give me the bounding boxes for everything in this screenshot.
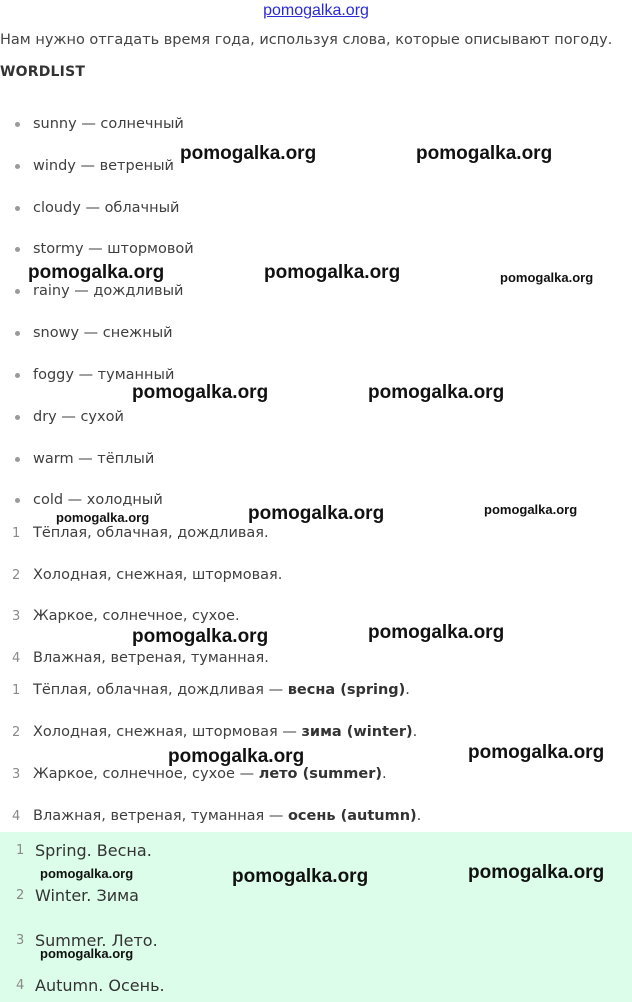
watermark: pomogalka.org [40,866,134,881]
item-number: 1 [12,682,21,698]
bullet-icon [15,206,20,211]
wordlist-item-text: foggy — туманный [33,367,175,383]
watermark: pomogalka.org [416,143,553,164]
match-text: Жаркое, солнечное, сухое — [33,766,259,782]
description-text: Влажная, ветреная, туманная. [33,650,269,666]
description-text: Жаркое, солнечное, сухое. [33,608,240,624]
item-number: 2 [16,887,25,903]
bullet-icon [15,289,20,294]
bullet-icon [15,164,20,169]
watermark: pomogalka.org [132,626,269,647]
match-text: Влажная, ветреная, туманная — [33,808,288,824]
watermark: pomogalka.org [168,746,305,767]
bullet-icon [15,457,20,462]
task-intro: Нам нужно отгадать время года, используя слова, которые описывают погоду. [0,32,613,48]
item-number: 3 [12,608,21,624]
answer-text: Spring. Весна. [35,840,152,860]
item-number: 4 [12,808,21,824]
watermark: pomogalka.org [264,262,401,283]
wordlist-item-text: dry — сухой [33,409,124,425]
item-number: 1 [16,842,25,858]
bullet-icon [15,415,20,420]
wordlist-item-text: warm — тёплый [33,451,155,467]
watermark: pomogalka.org [468,742,605,763]
item-number: 3 [16,932,25,948]
answer-text: Summer. Лето. [35,930,158,950]
answers-panel [0,832,632,1002]
match-text: Холодная, снежная, штормовая — [33,724,302,740]
match-end: . [381,766,387,782]
match-answer: лето (summer) [258,766,382,782]
item-number: 2 [12,567,21,583]
watermark: pomogalka.org [248,503,385,524]
watermark: pomogalka.org [180,143,317,164]
watermark: pomogalka.org [132,382,269,403]
item-number: 4 [12,650,21,666]
match-end: . [416,808,422,824]
description-text: Холодная, снежная, штормовая. [33,567,283,583]
match-answer: зима (winter) [301,724,413,740]
watermark: pomogalka.org [56,510,150,525]
match-answer: весна (spring) [287,682,406,698]
bullet-icon [15,122,20,127]
description-text: Тёплая, облачная, дождливая. [33,525,269,541]
wordlist-item-text: cloudy — облачный [33,200,180,216]
match-answer: осень (autumn) [287,808,417,824]
site-header-link[interactable]: pomogalka.org [263,2,369,19]
bullet-icon [15,373,20,378]
watermark: pomogalka.org [368,382,505,403]
match-end: . [405,682,410,698]
watermark: pomogalka.org [368,622,505,643]
item-number: 2 [12,724,21,740]
watermark: pomogalka.org [232,866,369,887]
wordlist-item-text: windy — ветреный [33,158,174,174]
watermark: pomogalka.org [468,862,605,883]
match-end: . [412,724,418,740]
bullet-icon [15,498,20,503]
match-text: Тёплая, облачная, дождливая — [33,682,288,698]
wordlist-item-text: rainy — дождливый [33,283,184,299]
watermark: pomogalka.org [28,262,165,283]
watermark: pomogalka.org [500,270,594,285]
answer-text: Autumn. Осень. [35,975,165,995]
bullet-icon [15,331,20,336]
watermark: pomogalka.org [484,502,578,517]
answer-text: Winter. Зима [35,885,139,905]
wordlist-item-text: sunny — солнечный [33,116,184,132]
wordlist-item-text: snowy — снежный [33,325,173,341]
wordlist-heading: WORDLIST [0,64,86,80]
watermark: pomogalka.org [40,946,134,961]
item-number: 3 [12,766,21,782]
wordlist-item-text: cold — холодный [33,492,163,508]
item-number: 1 [12,525,21,541]
wordlist-item-text: stormy — штормовой [33,241,194,257]
bullet-icon [15,247,20,252]
item-number: 4 [16,977,25,993]
